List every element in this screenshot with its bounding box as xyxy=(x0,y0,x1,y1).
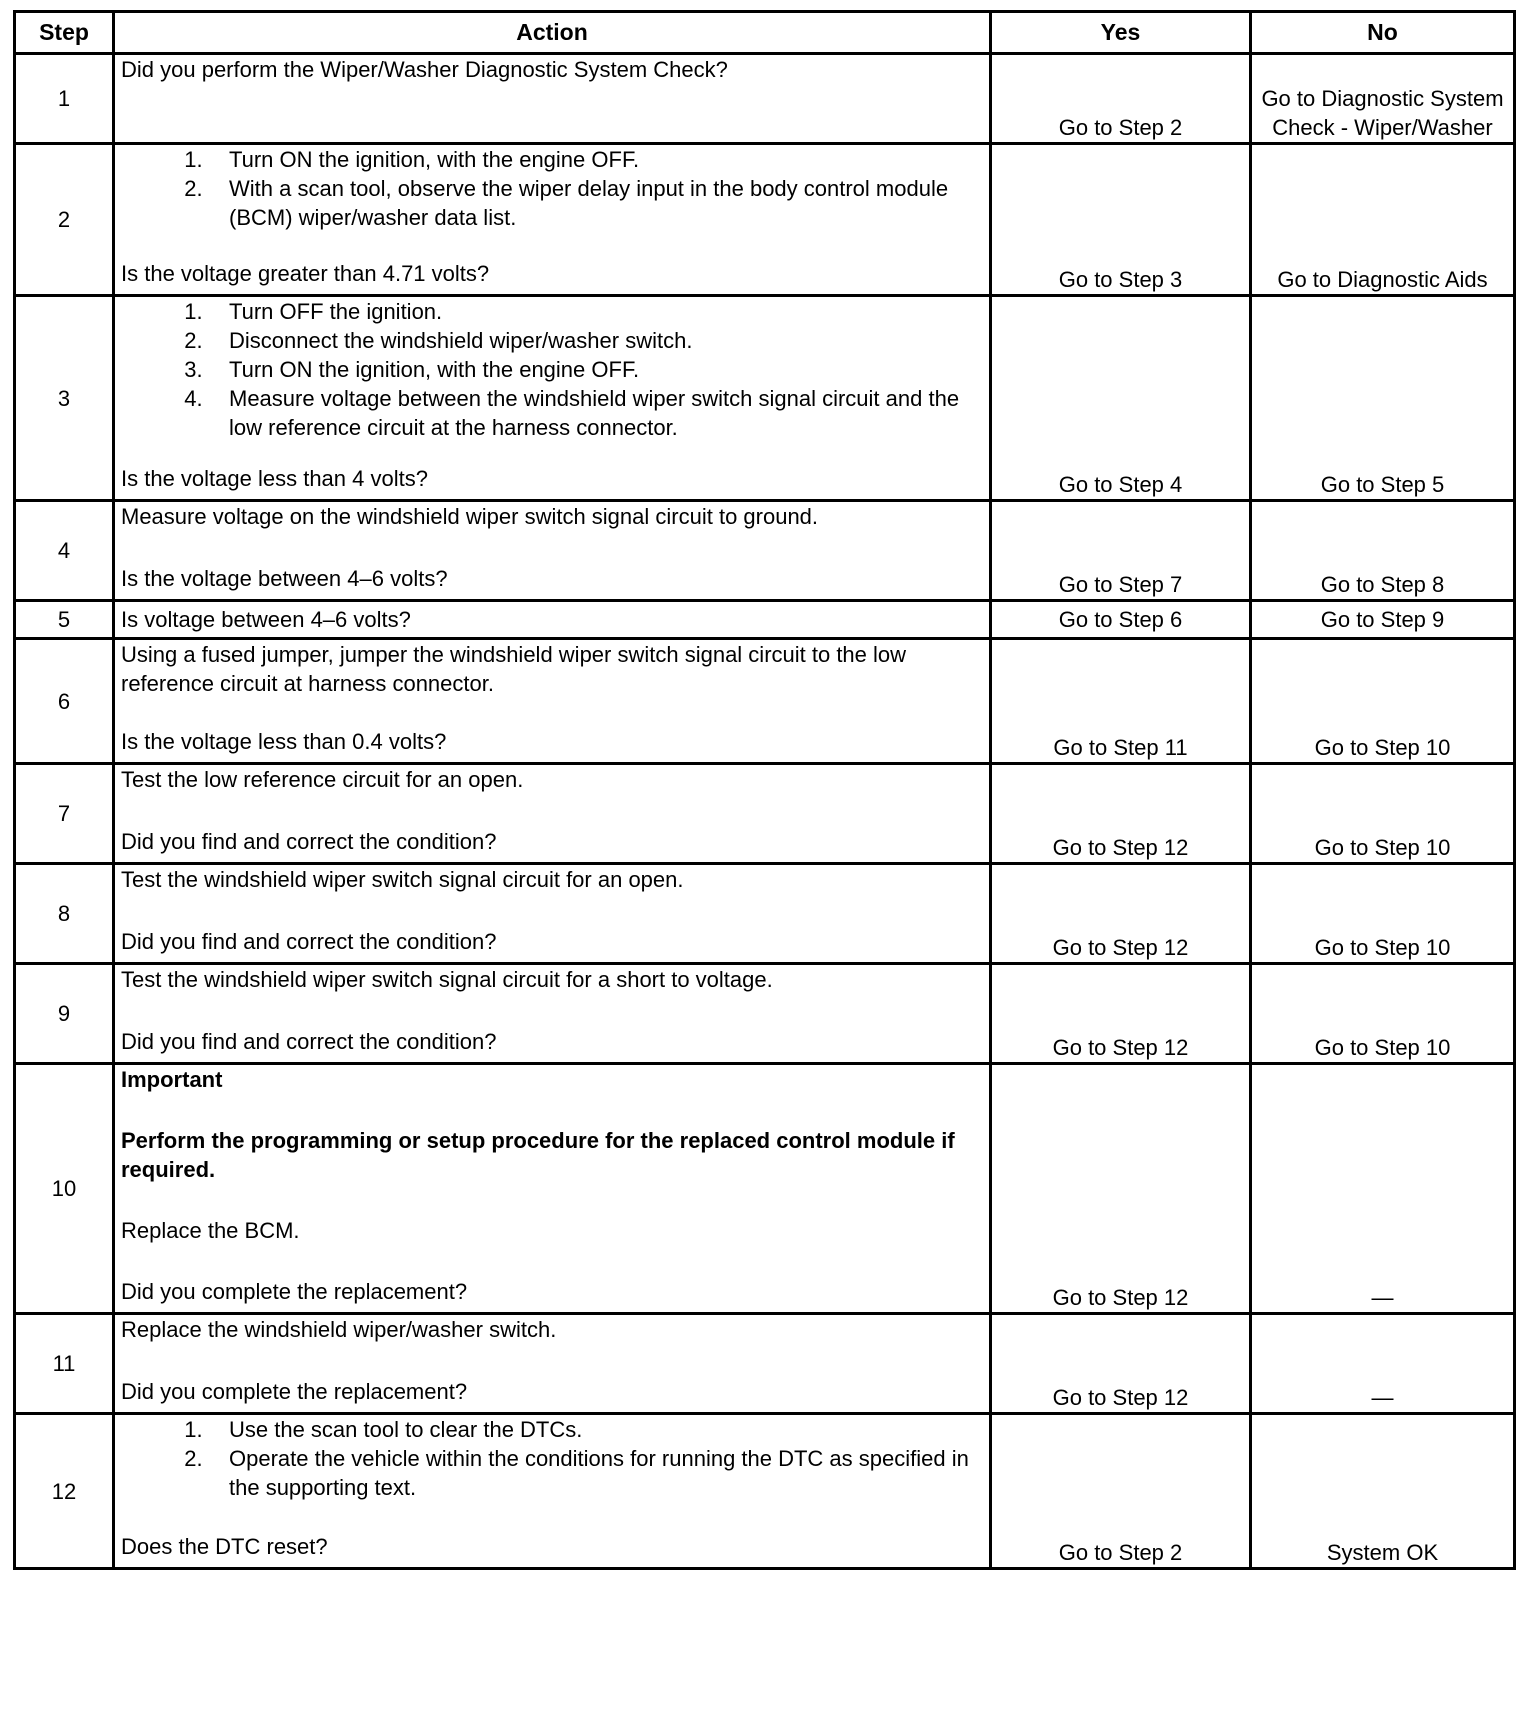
step-number: 4 xyxy=(15,501,114,601)
procedure-item: 1. Turn ON the ignition, with the engine OFF. xyxy=(221,145,983,174)
no-result: Go to Step 10 xyxy=(1251,864,1515,964)
action-content xyxy=(121,55,983,136)
yes-result: Go to Step 2 xyxy=(991,1414,1251,1569)
table-row xyxy=(15,1314,1515,1414)
action-instructions xyxy=(121,297,983,442)
table-row xyxy=(15,1414,1515,1569)
action-instructions xyxy=(121,502,983,531)
header-yes: Yes xyxy=(991,12,1251,54)
action-question: Is the voltage less than 0.4 volts? xyxy=(121,729,447,754)
table-row xyxy=(15,1064,1515,1314)
step-number: 3 xyxy=(15,296,114,501)
action-text: Did you perform the Wiper/Washer Diagnostic System Check? xyxy=(121,57,728,82)
important-heading: Important xyxy=(121,1067,223,1092)
table-row xyxy=(15,144,1515,296)
action-cell xyxy=(114,54,991,144)
action-content xyxy=(121,640,983,756)
action-text: Is voltage between 4–6 volts? xyxy=(121,607,411,632)
table-body xyxy=(15,54,1515,1569)
table-row xyxy=(15,296,1515,501)
step-number: 8 xyxy=(15,864,114,964)
action-text: Test the windshield wiper switch signal circuit for a short to voltage. xyxy=(121,967,773,992)
procedure-list xyxy=(121,145,983,232)
action-cell xyxy=(114,1414,991,1569)
action-content xyxy=(121,145,983,288)
procedure-list xyxy=(121,1415,983,1502)
no-result: Go to Step 8 xyxy=(1251,501,1515,601)
action-content xyxy=(121,1415,983,1561)
action-question: Does the DTC reset? xyxy=(121,1534,328,1559)
yes-result: Go to Step 12 xyxy=(991,1064,1251,1314)
table-row xyxy=(15,601,1515,639)
action-instructions xyxy=(121,765,983,794)
important-note: Perform the programming or setup procedure for the replaced control module if required. xyxy=(121,1128,955,1182)
diagnostic-table xyxy=(13,10,1516,1570)
step-number: 10 xyxy=(15,1064,114,1314)
no-result: Go to Diagnostic System Check - Wiper/Washer xyxy=(1251,54,1515,144)
action-instructions xyxy=(121,145,983,232)
yes-result: Go to Step 12 xyxy=(991,764,1251,864)
yes-result: Go to Step 2 xyxy=(991,54,1251,144)
no-result: Go to Step 10 xyxy=(1251,639,1515,764)
header-action: Action xyxy=(114,12,991,54)
table-row xyxy=(15,764,1515,864)
action-cell xyxy=(114,1064,991,1314)
step-number: 1 xyxy=(15,54,114,144)
action-question: Did you find and correct the condition? xyxy=(121,1029,497,1054)
no-result: Go to Step 10 xyxy=(1251,764,1515,864)
action-text: Replace the windshield wiper/washer switch. xyxy=(121,1317,557,1342)
yes-result: Go to Step 6 xyxy=(991,601,1251,639)
action-instructions xyxy=(121,865,983,894)
action-instructions xyxy=(121,965,983,994)
action-question: Is the voltage less than 4 volts? xyxy=(121,466,428,491)
action-content xyxy=(121,297,983,493)
action-text: Measure voltage on the windshield wiper switch signal circuit to ground. xyxy=(121,504,819,529)
action-cell xyxy=(114,964,991,1064)
action-cell xyxy=(114,864,991,964)
table-header-row xyxy=(15,12,1515,54)
action-instructions xyxy=(121,55,983,84)
action-question: Did you complete the replacement? xyxy=(121,1379,468,1404)
action-instructions xyxy=(121,640,983,698)
step-number: 11 xyxy=(15,1314,114,1414)
action-question: Did you complete the replacement? xyxy=(121,1279,468,1304)
step-number: 7 xyxy=(15,764,114,864)
step-number: 2 xyxy=(15,144,114,296)
step-number: 9 xyxy=(15,964,114,1064)
no-result: System OK xyxy=(1251,1414,1515,1569)
yes-result: Go to Step 12 xyxy=(991,964,1251,1064)
no-result: Go to Step 9 xyxy=(1251,601,1515,639)
action-instructions xyxy=(121,1415,983,1502)
action-cell xyxy=(114,501,991,601)
table-row xyxy=(15,964,1515,1064)
procedure-item: 4. Measure voltage between the windshield wiper switch signal circuit and the low reference circuit at the harness connector. xyxy=(221,384,983,442)
yes-result: Go to Step 12 xyxy=(991,1314,1251,1414)
no-result: Go to Step 5 xyxy=(1251,296,1515,501)
action-question: Did you find and correct the condition? xyxy=(121,829,497,854)
yes-result: Go to Step 12 xyxy=(991,864,1251,964)
action-cell xyxy=(114,296,991,501)
table-row xyxy=(15,864,1515,964)
action-instructions xyxy=(121,1065,983,1245)
no-result: — xyxy=(1251,1314,1515,1414)
no-result: — xyxy=(1251,1064,1515,1314)
action-cell xyxy=(114,144,991,296)
action-content xyxy=(121,965,983,1056)
no-result: Go to Diagnostic Aids xyxy=(1251,144,1515,296)
action-question: Did you find and correct the condition? xyxy=(121,929,497,954)
action-content xyxy=(121,1315,983,1406)
action-text: Replace the BCM. xyxy=(121,1218,300,1243)
procedure-item: 2. Operate the vehicle within the conditions for running the DTC as specified in the supporting text. xyxy=(221,1444,983,1502)
action-cell xyxy=(114,601,991,639)
action-content xyxy=(121,865,983,956)
action-text: Using a fused jumper, jumper the windshield wiper switch signal circuit to the low reference circuit at harness connector. xyxy=(121,642,907,696)
header-no: No xyxy=(1251,12,1515,54)
table-row xyxy=(15,639,1515,764)
procedure-item: 2. Disconnect the windshield wiper/washer switch. xyxy=(221,326,983,355)
action-text: Test the low reference circuit for an open. xyxy=(121,767,524,792)
procedure-item: 1. Use the scan tool to clear the DTCs. xyxy=(221,1415,983,1444)
action-instructions xyxy=(121,1315,983,1344)
action-cell xyxy=(114,764,991,864)
yes-result: Go to Step 4 xyxy=(991,296,1251,501)
action-instructions xyxy=(121,605,983,634)
action-cell xyxy=(114,1314,991,1414)
action-question: Is the voltage between 4–6 volts? xyxy=(121,566,448,591)
procedure-item: 2. With a scan tool, observe the wiper delay input in the body control module (BCM) wiper/washer data list. xyxy=(221,174,983,232)
no-result: Go to Step 10 xyxy=(1251,964,1515,1064)
action-content xyxy=(121,765,983,856)
action-question: Is the voltage greater than 4.71 volts? xyxy=(121,261,490,286)
procedure-item: 1. Turn OFF the ignition. xyxy=(221,297,983,326)
action-content xyxy=(121,605,983,634)
action-content xyxy=(121,502,983,593)
action-cell xyxy=(114,639,991,764)
action-content xyxy=(121,1065,983,1306)
action-text: Test the windshield wiper switch signal circuit for an open. xyxy=(121,867,684,892)
yes-result: Go to Step 7 xyxy=(991,501,1251,601)
table-row xyxy=(15,54,1515,144)
step-number: 5 xyxy=(15,601,114,639)
procedure-item: 3. Turn ON the ignition, with the engine OFF. xyxy=(221,355,983,384)
step-number: 12 xyxy=(15,1414,114,1569)
yes-result: Go to Step 11 xyxy=(991,639,1251,764)
procedure-list xyxy=(121,297,983,442)
yes-result: Go to Step 3 xyxy=(991,144,1251,296)
header-step: Step xyxy=(15,12,114,54)
table-row xyxy=(15,501,1515,601)
step-number: 6 xyxy=(15,639,114,764)
